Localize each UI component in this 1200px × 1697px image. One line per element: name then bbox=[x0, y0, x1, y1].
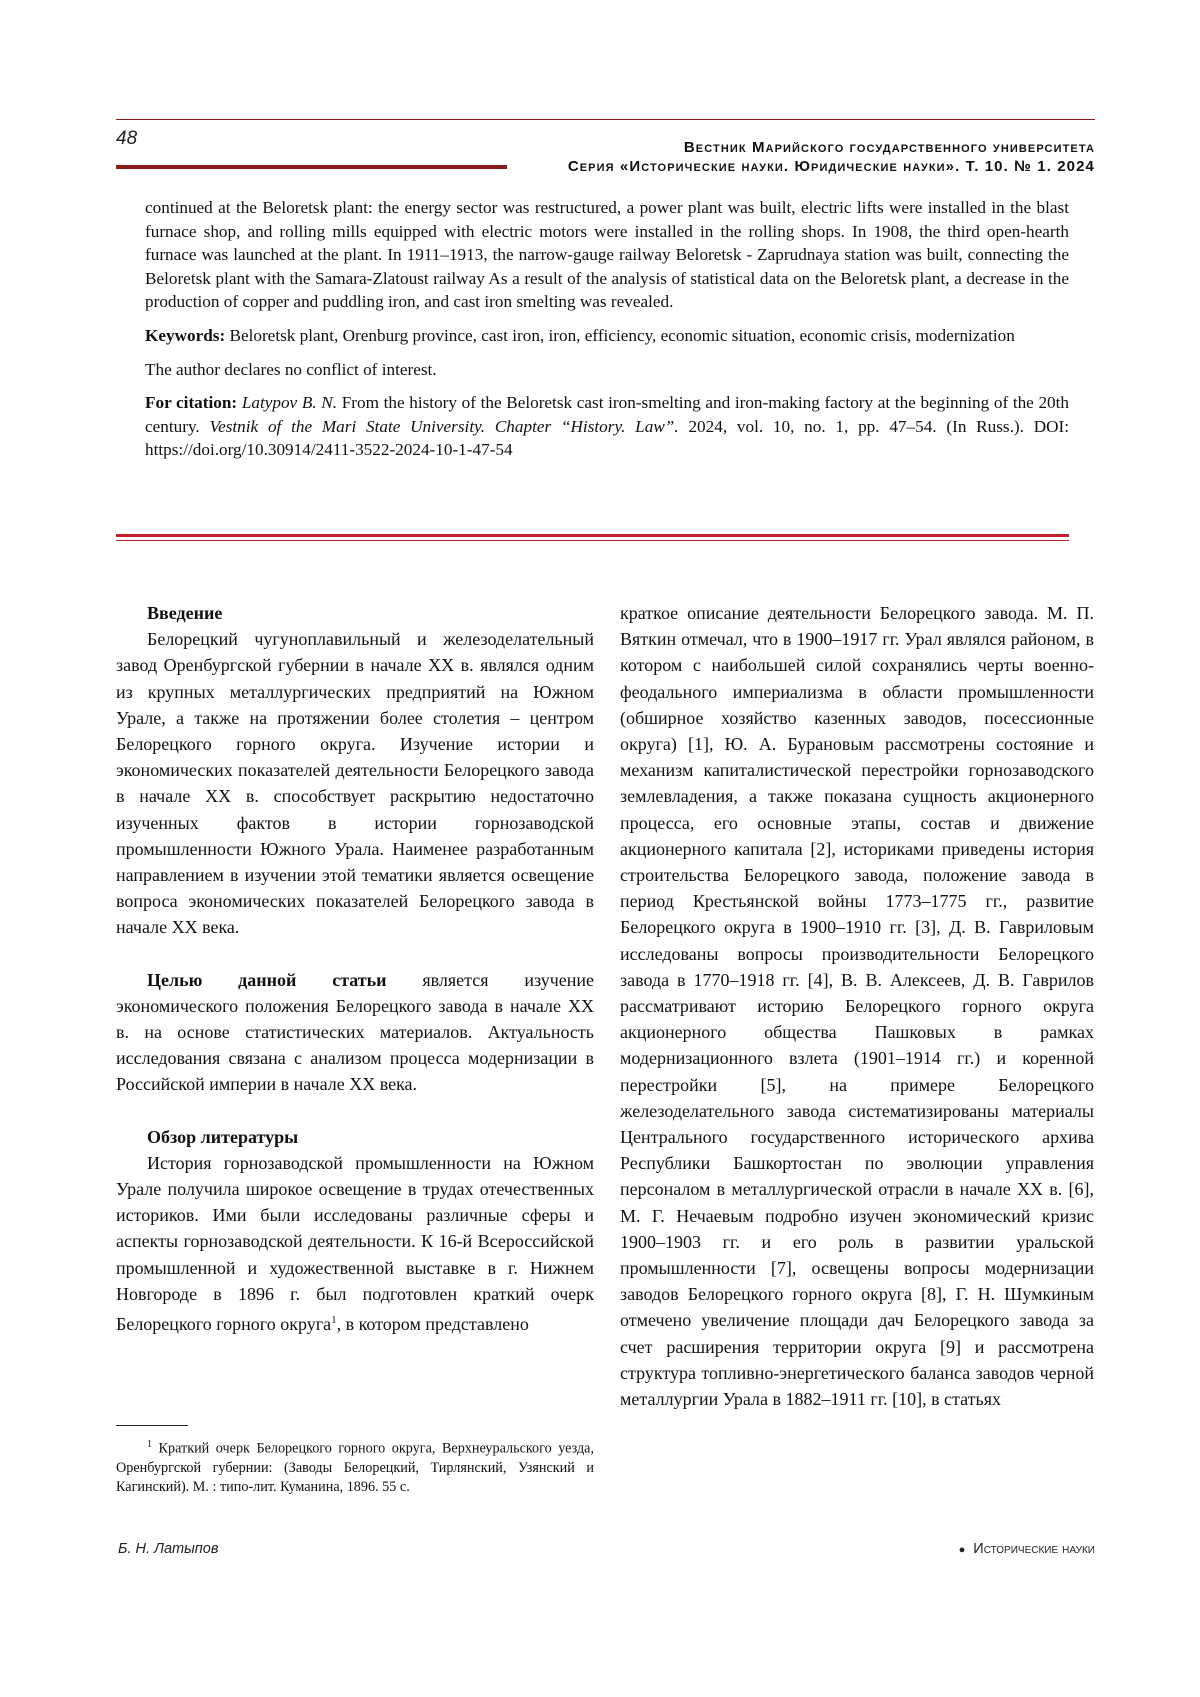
abstract-separator-thick bbox=[116, 534, 1069, 537]
citation-paragraph bbox=[145, 391, 1069, 462]
english-abstract bbox=[145, 196, 1069, 472]
footnote-number: 1 bbox=[147, 1439, 152, 1450]
footnote-item bbox=[116, 1435, 594, 1497]
literature-text-tail: , в котором представлено bbox=[336, 1314, 529, 1335]
page-number: 48 bbox=[116, 128, 138, 149]
citation-title: From the history of the Beloretsk cast iron-smelting and iron-making factory at the beginning of the 20th century. bbox=[145, 393, 1070, 436]
footnote-rule bbox=[116, 1425, 188, 1426]
right-column-paragraph: краткое описание деятельности Белорецкого завода. М. П. Вяткин отмечал, что в 1900–1917 гг. Урал являлся районом, в котором с наибольшей силой сохранялись черты военно-феодального империализма в области промышленности (обширное хозяйство казенных заводов, посессионные округа) [1], Ю. А. Бурановым рассмотрены состояние и механизм капиталистической перестройки горнозаводского землевладения, а также показана сущность акционерного процесса, его основные этапы, состав и движение акционерного капитала [2], историками приведены история строительства Белорецкого завода, положение завода в период Крестьянской войны 1773–1775 гг., развитие Белорецкого округа в 1900–1910 гг. [3], Д. В. Гавриловым исследованы вопросы производительности Белорецкого завода в 1770–1918 гг. [4], В. В. Алексеев, Д. В. Гаврилов рассматривают историю Белорецкого горного округа акционерного общества Пашковых в рамках модернизационного взлета (1901–1914 гг.) и коренной перестройки [5], на примере Белорецкого железоделательного завода систематизированы материалы Центрального государственного исторического архива Республики Башкортостан по эволюции управления персоналом в металлургической отрасли в начале XX в. [6], М. Г. Нечаевым подробно изучен экономический кризис 1900–1903 гг. и его роль в развитии уральской промышленности [7], освещены вопросы модернизации заводов Белорецкого горного округа [8], Г. Н. Шумкиным отмечено увеличение площади дач Белорецкого завода за счет расширения территории округа [9] и рассмотрена структура топливно-энергетического баланса заводов черной металлургии Урала в 1882–1911 гг. [10], в статьях bbox=[620, 603, 1094, 1410]
goal-bold: Целью данной статьи bbox=[147, 969, 387, 990]
keywords-label: Keywords: bbox=[145, 325, 226, 345]
intro-paragraph: Белорецкий чугуноплавильный и железоделательный завод Оренбургской губернии в начале XX в. являлся одним из крупных металлургических предприятий на Южном Урале, а также на протяжении более столетия – центром Белорецкого горного округа. Изучение истории и экономических показателей деятельности Белорецкого завода в начале XX в. способствует раскрытию недостаточно изученных фактов в истории горнозаводской промышленности Южного Урала. Наименее разработанным направлением в изучении этой тематики является освещение вопроса экономических показателей Белорецкого завода в начале XX века. bbox=[116, 629, 594, 938]
conflict-statement: The author declares no conflict of interest. bbox=[145, 359, 437, 379]
footer-section: Исторические науки bbox=[973, 1541, 1095, 1557]
footnote bbox=[116, 1435, 594, 1497]
citation-details: 2024, vol. 10, no. 1, pp. 47–54. (In Russ.). DOI: https://doi.org/10.30914/2411-3522-2024-10-1-47-54 bbox=[145, 416, 1070, 460]
right-column bbox=[620, 600, 1094, 1412]
literature-heading: Обзор литературы bbox=[147, 1126, 299, 1147]
keywords-text: Beloretsk plant, Orenburg province, cast iron, iron, efficiency, economic situation, economic crisis, modernization bbox=[229, 325, 1015, 345]
spacer bbox=[116, 1098, 594, 1124]
abstract-text: continued at the Beloretsk plant: the energy sector was restructured, a power plant was built, electric lifts were installed in the blast furnace shop, and rolling mills equipped with electric motors were installed in the rolling shops. In 1908, the third open-hearth furnace was launched at the plant. In 1911–1913, the narrow-gauge railway Beloretsk - Zaprudnaya station was built, connecting the Beloretsk plant with the Samara-Zlatoust railway As a result of the analysis of statistical data on the Beloretsk plant, a decrease in the production of copper and puddling iron, and cast iron smelting was revealed. bbox=[145, 198, 1069, 312]
journal-series: Серия «Исторические науки. Юридические науки». Т. 10. № 1. 2024 bbox=[567, 158, 1095, 175]
literature-paragraph bbox=[116, 1150, 594, 1337]
header-left-bar bbox=[116, 165, 507, 169]
goal-paragraph bbox=[116, 967, 594, 1098]
citation-journal: Vestnik of the Mari State University. Chapter “History. Law”. bbox=[209, 416, 679, 436]
journal-title: Вестник Марийского государственного университета bbox=[683, 139, 1095, 156]
footnote-reference: 1 bbox=[331, 1314, 337, 1327]
footer-author: Б. Н. Латыпов bbox=[118, 1541, 219, 1557]
left-column bbox=[116, 600, 594, 1337]
intro-heading: Введение bbox=[147, 603, 223, 623]
spacer bbox=[116, 941, 594, 967]
footer-section-wrap bbox=[959, 1541, 1095, 1557]
bullet-icon: ● bbox=[958, 1544, 966, 1556]
header-top-rule bbox=[116, 119, 1095, 120]
footnote-text: Краткий очерк Белорецкого горного округа, Верхнеуральского уезда, Оренбургской губернии: (Заводы Белорецкий, Тирлянский, Узянский и Кагинский). М. : типо-лит. Куманина, 1896. 55 с. bbox=[116, 1440, 595, 1495]
citation-label: For citation: bbox=[145, 393, 238, 413]
abstract-separator-thin bbox=[116, 540, 1069, 541]
literature-text: История горнозаводской промышленности на Южном Урале получила широкое освещение в трудах отечественных историков. Ими были исследованы различные сферы и аспекты горнозаводской деятельности. К 16-й Всероссийской промышленной и художественной выставке в г. Нижнем Новгороде в 1896 г. был подготовлен краткий очерк Белорецкого горного округа bbox=[116, 1152, 594, 1335]
keywords-paragraph bbox=[145, 324, 1069, 348]
citation-author: Latypov B. N. bbox=[241, 393, 338, 413]
goal-text: является изучение экономического положения Белорецкого завода в начале XX в. на основе статистических материалов. Актуальность исследования связана с анализом процесса модернизации в Российской империи в начале XX века. bbox=[116, 969, 595, 1095]
